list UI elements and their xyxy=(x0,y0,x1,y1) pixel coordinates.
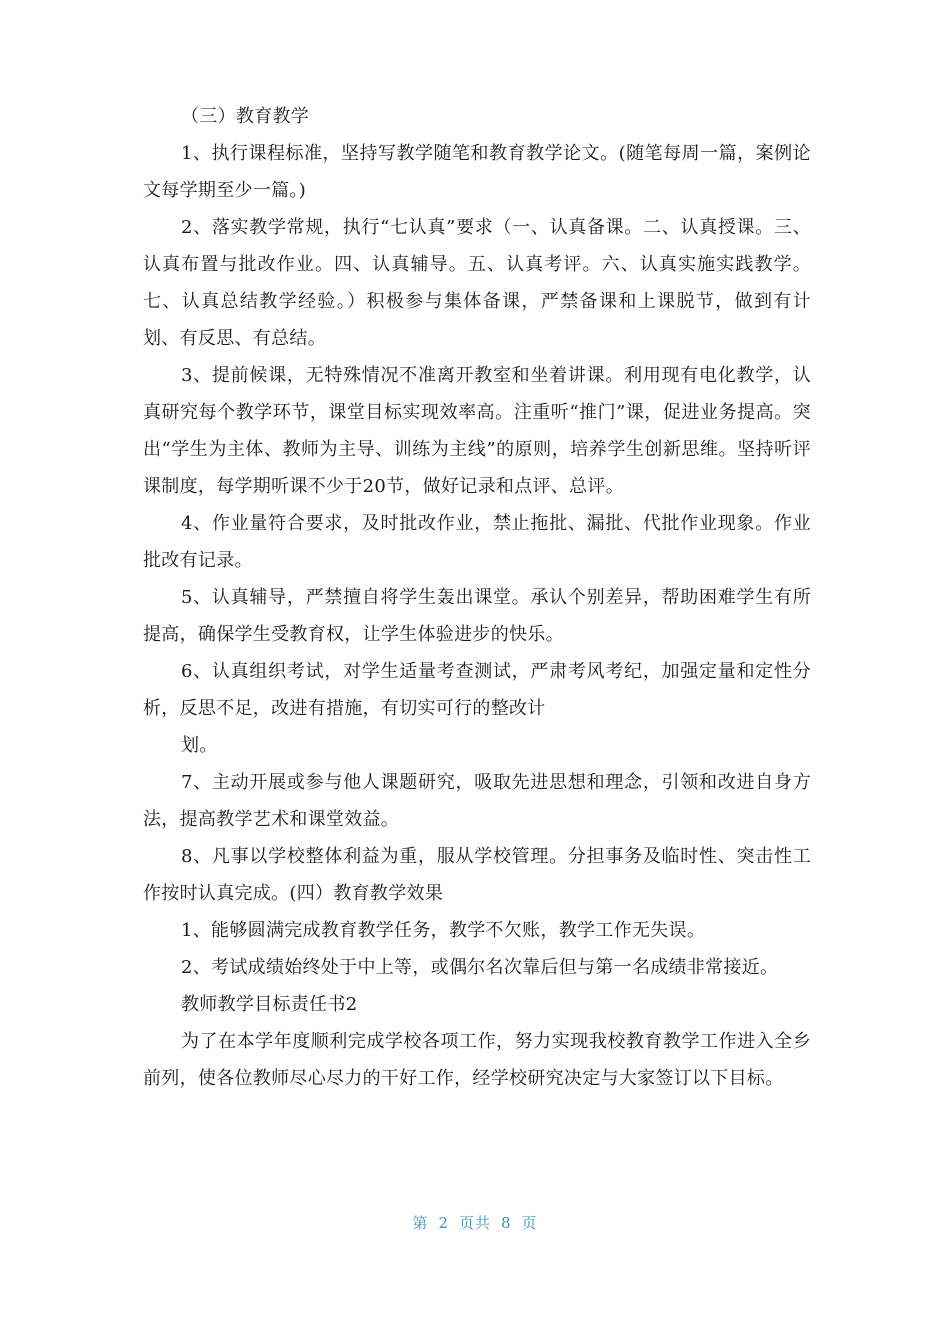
paragraph: 8、凡事以学校整体利益为重，服从学校管理。分担事务及临时性、突击性工作按时认真完成。(四）教育教学效果 xyxy=(143,846,811,904)
footer-page-total: 8 xyxy=(501,1214,512,1232)
page-footer xyxy=(0,1212,950,1233)
document-body xyxy=(143,98,811,1097)
document-title: 教师教学目标责任书2 xyxy=(181,994,358,1015)
footer-label-ye-gong: 页共 xyxy=(458,1214,491,1232)
paragraph: 6、认真组织考试，对学生适量考查测试，严肃考风考纪，加强定量和定性分析，反思不足，改进有措施，有切实可行的整改计 xyxy=(143,661,811,719)
paragraph: 7、主动开展或参与他人课题研究，吸取先进思想和理念，引领和改进自身方法，提高教学艺术和课堂效益。 xyxy=(143,772,811,830)
footer-page-current: 2 xyxy=(438,1214,449,1232)
footer-label-di: 第 xyxy=(412,1214,429,1232)
section-heading: （三）教育教学 xyxy=(181,106,310,127)
paragraph: 5、认真辅导，严禁擅自将学生轰出课堂。承认个别差异，帮助困难学生有所提高，确保学生受教育权，让学生体验进步的快乐。 xyxy=(143,587,811,645)
paragraph: 4、作业量符合要求，及时批改作业，禁止拖批、漏批、代批作业现象。作业批改有记录。 xyxy=(143,513,811,571)
paragraph-continuation: 划。 xyxy=(181,735,218,756)
paragraph: 3、提前候课，无特殊情况不准离开教室和坐着讲课。利用现有电化教学，认真研究每个教学环节，课堂目标实现效率高。注重听“推门”课，促进业务提高。突出“学生为主体、教师为主导、训练为主线”的原则，培养学生创新思维。坚持听评课制度，每学期听课不少于20节，做好记录和点评、总评。 xyxy=(143,365,811,497)
footer-label-ye: 页 xyxy=(521,1214,538,1232)
paragraph: 为了在本学年度顺利完成学校各项工作，努力实现我校教育教学工作进入全乡前列，使各位教师尽心尽力的干好工作，经学校研究决定与大家签订以下目标。 xyxy=(143,1031,811,1089)
paragraph: 1、执行课程标准，坚持写教学随笔和教育教学论文。(随笔每周一篇，案例论文每学期至少一篇。) xyxy=(143,143,811,201)
paragraph: 2、考试成绩始终处于中上等，或偶尔名次靠后但与第一名成绩非常接近。 xyxy=(181,957,779,978)
paragraph: 1、能够圆满完成教育教学任务，教学不欠账，教学工作无失误。 xyxy=(181,920,706,941)
paragraph: 2、落实教学常规，执行“七认真”要求（一、认真备课。二、认真授课。三、认真布置与批改作业。四、认真辅导。五、认真考评。六、认真实施实践教学。七、认真总结教学经验。）积极参与集体备课，严禁备课和上课脱节，做到有计划、有反思、有总结。 xyxy=(143,217,811,349)
